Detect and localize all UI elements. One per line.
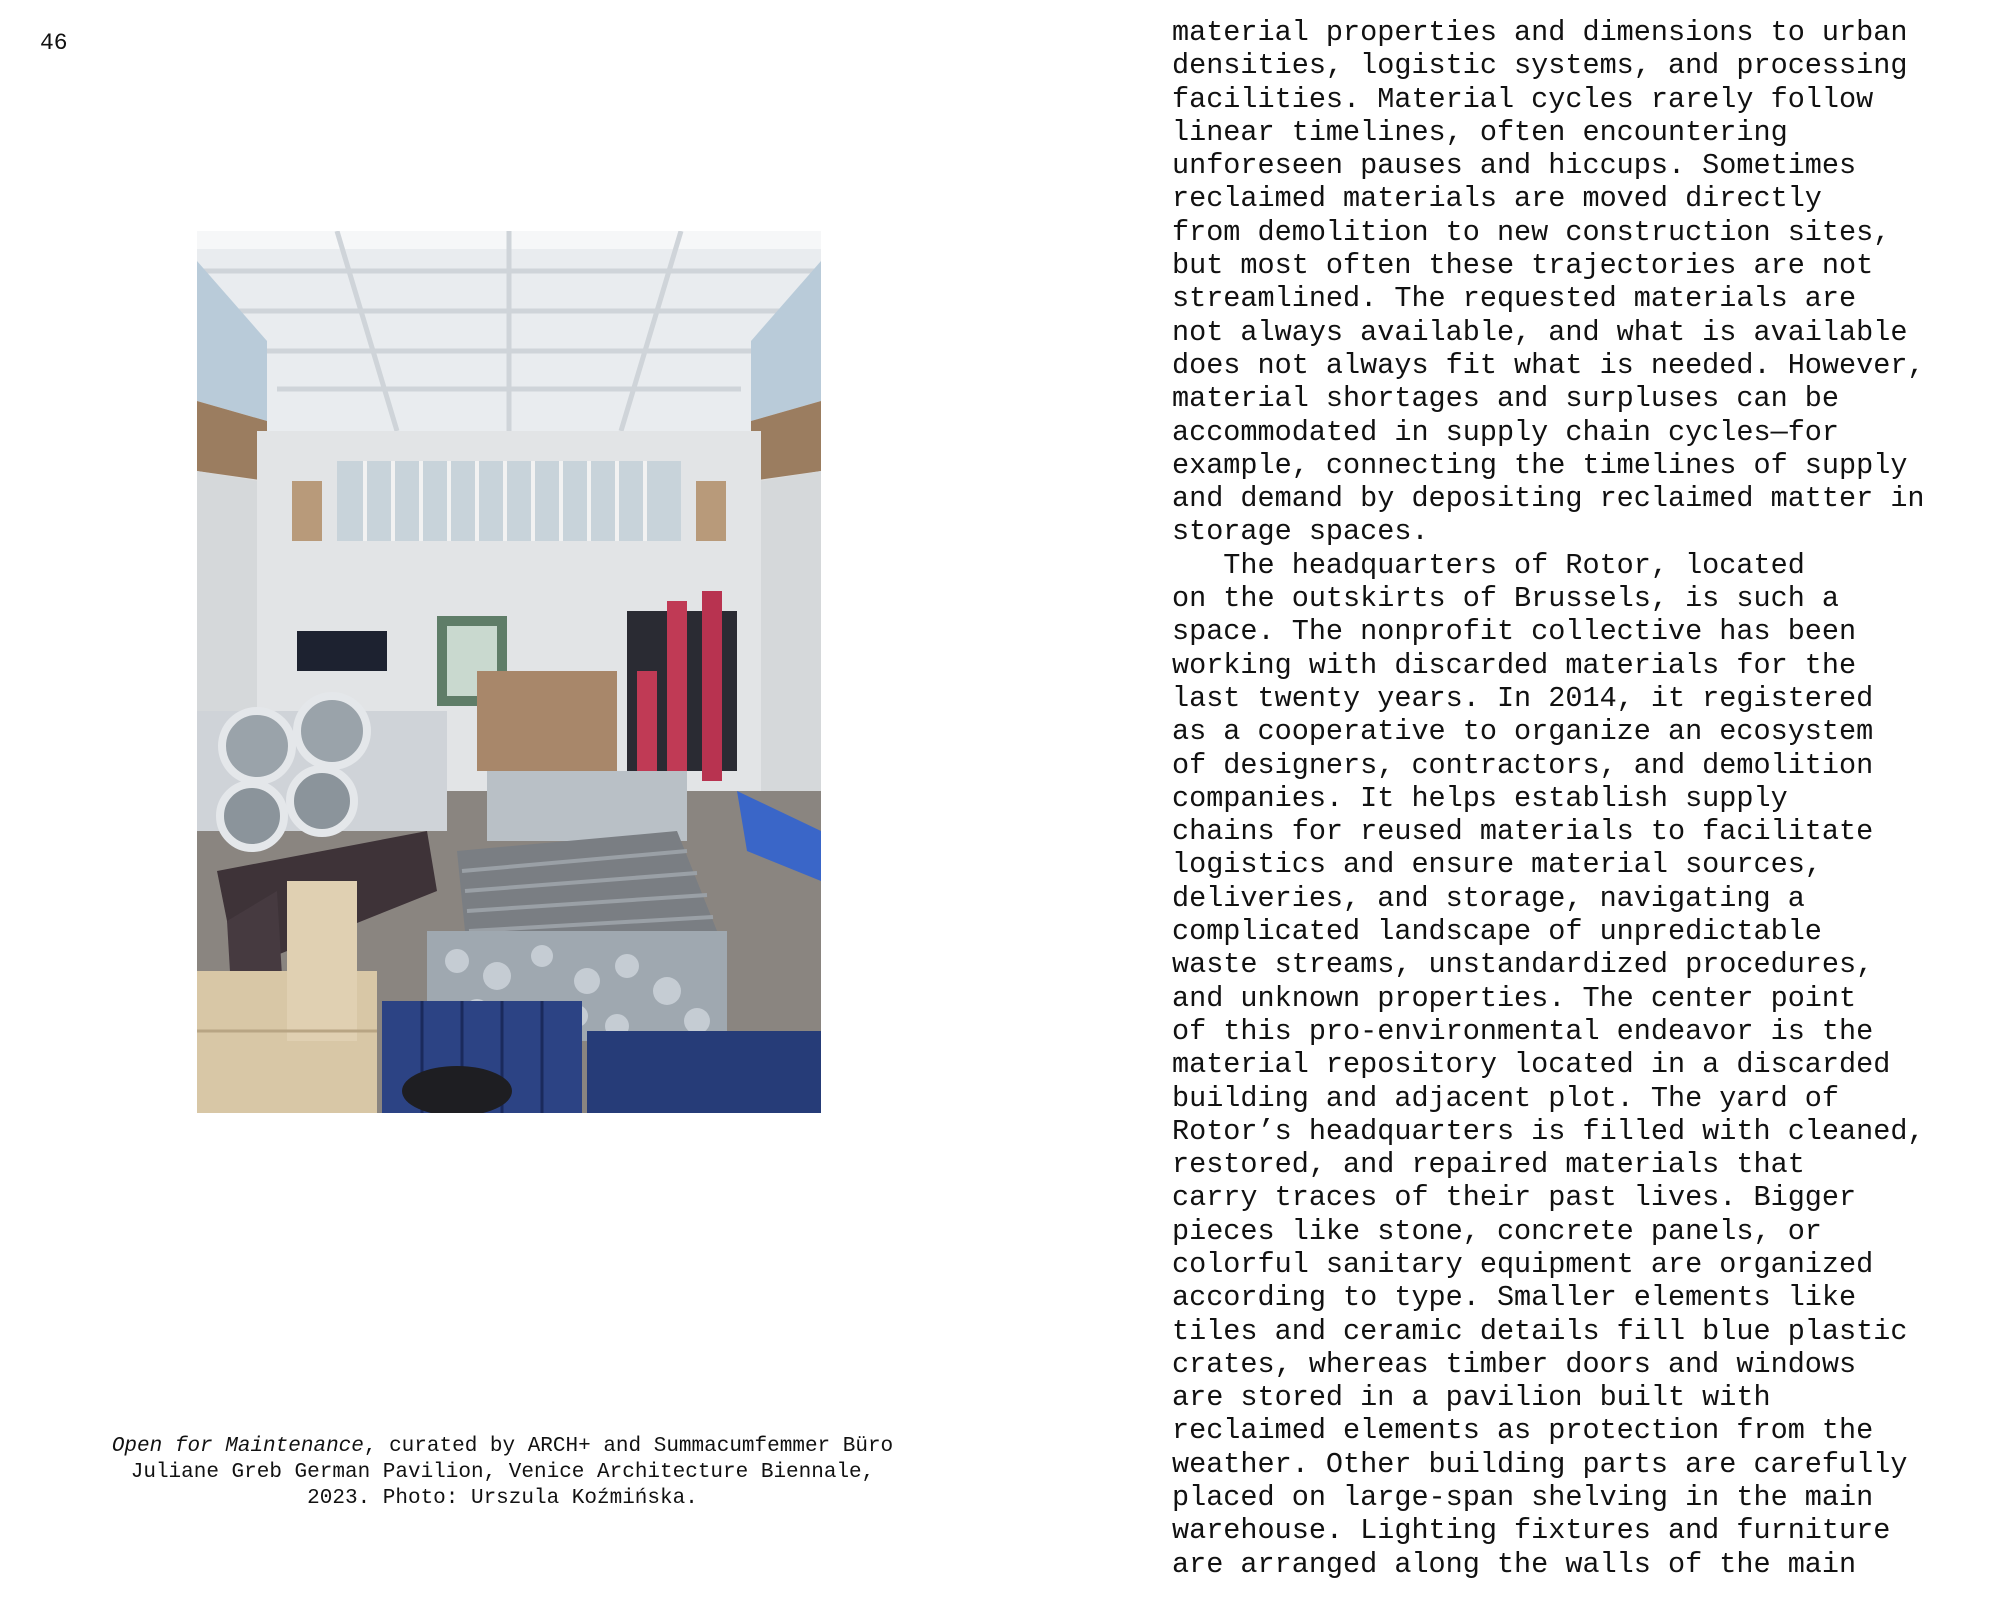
body-text-line: of this pro-environmental endeavor is the — [1172, 1014, 1874, 1048]
caption-line-1 — [90, 1434, 915, 1460]
body-text-line: but most often these trajectories are not — [1172, 249, 1874, 283]
body-text-line: on the outskirts of Brussels, is such a — [1172, 582, 1840, 616]
body-text-line: restored, and repaired materials that — [1172, 1148, 1805, 1182]
body-text-line: storage spaces. — [1172, 515, 1429, 549]
body-text-line: The headquarters of Rotor, located — [1172, 548, 1805, 582]
body-text-line: of designers, contractors, and demolition — [1172, 748, 1874, 782]
body-text-line: reclaimed materials are moved directly — [1172, 182, 1822, 216]
body-text-line: crates, whereas timber doors and windows — [1172, 1347, 1857, 1381]
body-text-line: from demolition to new construction sites, — [1172, 215, 1891, 249]
caption-line-2: Juliane Greb German Pavilion, Venice Architecture Biennale, — [130, 1461, 875, 1484]
body-text-line: as a cooperative to organize an ecosystem — [1172, 715, 1874, 749]
exhibition-photo — [197, 231, 821, 1113]
body-text-line: streamlined. The requested materials are — [1172, 282, 1857, 316]
body-text-line: and unknown properties. The center point — [1172, 981, 1857, 1015]
body-text-line: not always available, and what is available — [1172, 315, 1908, 349]
body-text-line: material repository located in a discarded — [1172, 1048, 1891, 1082]
body-text-line: Rotor’s headquarters is filled with cleaned, — [1172, 1114, 1925, 1148]
body-text-line: and demand by depositing reclaimed matter in — [1172, 482, 1925, 516]
body-text-line: colorful sanitary equipment are organized — [1172, 1247, 1874, 1281]
body-text-line: space. The nonprofit collective has been — [1172, 615, 1857, 649]
body-text-line: companies. It helps establish supply — [1172, 781, 1788, 815]
body-text-line: warehouse. Lighting fixtures and furniture — [1172, 1514, 1891, 1548]
body-text-line: unforeseen pauses and hiccups. Sometimes — [1172, 149, 1857, 183]
caption-line-3: 2023. Photo: Urszula Koźmińska. — [307, 1487, 698, 1510]
body-text-line: densities, logistic systems, and processing — [1172, 49, 1908, 83]
body-text-line: tiles and ceramic details fill blue plastic — [1172, 1314, 1908, 1348]
body-text-line: facilities. Material cycles rarely follow — [1172, 82, 1874, 116]
body-text-line: building and adjacent plot. The yard of — [1172, 1081, 1840, 1115]
body-text-line: placed on large-span shelving in the main — [1172, 1481, 1874, 1515]
body-text-line: carry traces of their past lives. Bigger — [1172, 1181, 1857, 1215]
body-text-line: waste streams, unstandardized procedures, — [1172, 948, 1874, 982]
body-text-line: linear timelines, often encountering — [1172, 115, 1788, 149]
body-text-line: logistics and ensure material sources, — [1172, 848, 1822, 882]
body-text-line: are arranged along the walls of the main — [1172, 1547, 1857, 1581]
body-text-line: are stored in a pavilion built with — [1172, 1381, 1771, 1415]
caption-title: Open for Maintenance — [111, 1435, 364, 1458]
body-text-line: does not always fit what is needed. However, — [1172, 348, 1925, 382]
body-text-line: working with discarded materials for the — [1172, 648, 1857, 682]
body-text-line: chains for reused materials to facilitate — [1172, 815, 1874, 849]
body-text-line: according to type. Smaller elements like — [1172, 1281, 1857, 1315]
body-text-line: example, connecting the timelines of supply — [1172, 448, 1908, 482]
photo-caption — [90, 1434, 915, 1512]
body-text-line: last twenty years. In 2014, it registered — [1172, 681, 1874, 715]
caption-line-1-rest: , curated by ARCH+ and Summacumfemmer Büro — [363, 1435, 894, 1458]
body-text-line: accommodated in supply chain cycles—for — [1172, 415, 1840, 449]
page-number: 46 — [40, 30, 68, 56]
body-text-line: weather. Other building parts are carefully — [1172, 1447, 1908, 1481]
body-text-line: deliveries, and storage, navigating a — [1172, 881, 1805, 915]
body-text-column — [1172, 16, 1972, 1581]
body-text-line: material shortages and surpluses can be — [1172, 382, 1840, 416]
body-text-line: pieces like stone, concrete panels, or — [1172, 1214, 1822, 1248]
body-text-line: complicated landscape of unpredictable — [1172, 915, 1822, 949]
body-text-line: reclaimed elements as protection from the — [1172, 1414, 1874, 1448]
body-text-line: material properties and dimensions to urban — [1172, 16, 1908, 49]
